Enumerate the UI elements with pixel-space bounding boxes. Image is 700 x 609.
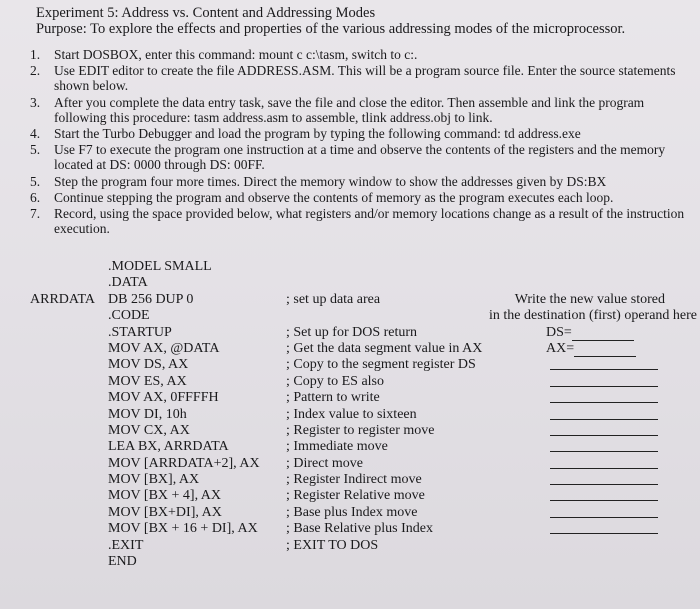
- answer-blank[interactable]: [550, 472, 658, 485]
- ds-answer-blank[interactable]: [572, 329, 634, 341]
- code-row: .CODE in the destination (first) operand here: [108, 308, 697, 324]
- code-row: .EXIT ; EXIT TO DOS: [108, 537, 379, 553]
- code-row: MOV AX, @DATA ; Get the data segment value in AX AX=: [30, 341, 695, 357]
- code-row: MOV DS, AX ; Copy to the segment register DS: [30, 357, 695, 373]
- code-row: .MODEL SMALL: [108, 259, 212, 274]
- answer-blank[interactable]: [550, 374, 658, 387]
- code-row: MOV [BX], AX ; Register Indirect move: [30, 472, 695, 488]
- answer-blank[interactable]: [550, 407, 658, 420]
- answer-blank[interactable]: [550, 488, 658, 501]
- answer-blank[interactable]: [550, 423, 658, 436]
- code-row: .DATA: [108, 275, 148, 291]
- page-title: Experiment 5: Address vs. Content and Addressing Modes: [36, 5, 376, 21]
- list-item: 5. Use F7 to execute the program one instruction at a time and observe the contents of the registers and the memory located at DS: 0000 through DS: 00FF.: [30, 142, 666, 173]
- list-item: 3. After you complete the data entry task, save the file and close the editor. Then assemble and link the program following this procedure: tasm address.asm to assemble, tlink address.obj to link.: [30, 94, 645, 125]
- code-row: MOV [ARRDATA+2], AX ; Direct move: [30, 456, 695, 472]
- list-item: 2. Use EDIT editor to create the file ADDRESS.ASM. This will be a program source file. Enter the source statements shown below.: [30, 63, 676, 94]
- instruction-header-line1: Write the new value stored: [514, 291, 665, 307]
- answer-blank[interactable]: [550, 505, 658, 518]
- code-row: ARRDATA DB 256 DUP 0 ; set up data area Write the new value stored: [30, 291, 665, 307]
- code-row: MOV AX, 0FFFFH ; Pattern to write: [30, 390, 695, 406]
- ax-answer: AX=: [546, 341, 636, 357]
- purpose-text: Purpose: To explore the effects and properties of the various addressing modes of the microprocessor.: [36, 21, 626, 37]
- code-row: LEA BX, ARRDATA ; Immediate move: [30, 439, 695, 455]
- answer-blank[interactable]: [550, 357, 658, 370]
- code-row: END: [108, 554, 137, 570]
- code-row: MOV CX, AX ; Register to register move: [30, 423, 695, 439]
- code-row: MOV ES, AX ; Copy to ES also: [30, 374, 695, 390]
- answer-blank[interactable]: [550, 456, 658, 469]
- list-item: 7. Record, using the space provided below, what registers and/or memory locations change as a result of the instruction execution.: [30, 206, 685, 237]
- code-row: MOV [BX+DI], AX ; Base plus Index move: [30, 505, 695, 521]
- code-row: MOV DI, 10h ; Index value to sixteen: [30, 407, 695, 423]
- code-row: MOV [BX + 16 + DI], AX ; Base Relative plus Index: [30, 521, 695, 537]
- ax-answer-blank[interactable]: [574, 345, 636, 357]
- ds-answer: DS=: [546, 325, 634, 341]
- code-listing: [30, 259, 695, 570]
- list-item: 4. Start the Turbo Debugger and load the program by typing the following command: td address.exe: [30, 126, 581, 142]
- steps-list: [30, 47, 690, 237]
- answer-blank[interactable]: [550, 521, 658, 534]
- code-row: .STARTUP ; Set up for DOS return DS=: [30, 325, 695, 341]
- code-row: MOV [BX + 4], AX ; Register Relative move: [30, 488, 695, 504]
- list-item: 1. Start DOSBOX, enter this command: mount c c:\tasm, switch to c:.: [30, 47, 418, 62]
- answer-blank[interactable]: [550, 390, 658, 403]
- answer-blank[interactable]: [550, 439, 658, 452]
- list-item: 5. Step the program four more times. Direct the memory window to show the addresses given by DS:BX: [30, 173, 607, 189]
- instruction-header-line2: in the destination (first) operand here: [489, 308, 697, 324]
- list-item: 6. Continue stepping the program and observe the contents of memory as the program executes each loop.: [30, 189, 614, 205]
